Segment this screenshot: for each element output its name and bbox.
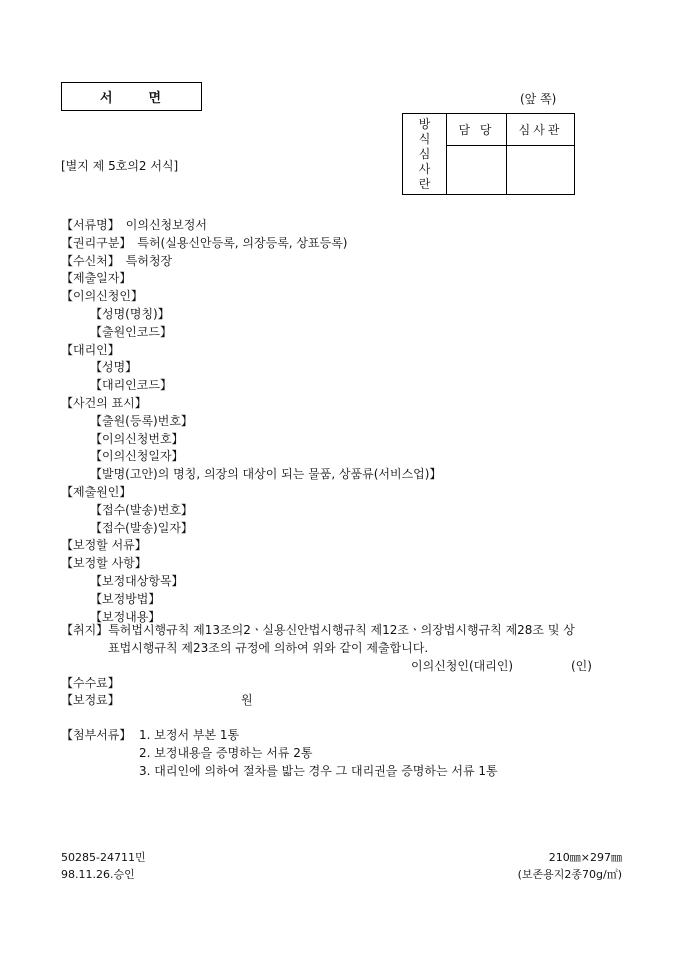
- attachment-item: 2. 보정내용을 증명하는 서류 2통: [139, 746, 313, 760]
- field-line: [90, 591, 160, 607]
- paper-size: 210㎜×297㎜: [548, 851, 622, 864]
- form-title-part2: 면: [148, 91, 164, 106]
- paper-type: (보존용지2종70g/㎡): [517, 868, 622, 881]
- purpose-text-1: 특허법시행규칙 제13조의2ㆍ실용신안법시행규칙 제12조ㆍ의장법시행규칙 제28조 및 상: [108, 623, 575, 637]
- review-box: [402, 113, 575, 195]
- field-label: 【출원(등록)번호】: [90, 414, 193, 428]
- field-line: [90, 448, 184, 464]
- review-col-charge: 담 당: [447, 114, 507, 146]
- attachment-item: 1. 보정서 부본 1통: [139, 728, 240, 742]
- field-line: [90, 502, 193, 518]
- field-label: 【사건의 표시】: [61, 396, 147, 410]
- review-char: 식: [418, 131, 431, 146]
- review-char: 방: [418, 116, 431, 131]
- field-line: [90, 573, 184, 589]
- field-label: 【제출원인】: [61, 485, 132, 499]
- field-line: [61, 235, 347, 251]
- field-label: 【출원인코드】: [90, 325, 172, 339]
- field-label: 【대리인】: [61, 343, 120, 357]
- review-vertical-label: [403, 114, 447, 194]
- field-label: 【접수(발송)일자】: [90, 521, 193, 535]
- currency-unit: 원: [241, 693, 253, 707]
- page-side-label: (앞 쪽): [520, 92, 557, 106]
- field-value: 특허청장: [125, 254, 173, 268]
- field-label: 【성명(명칭)】: [90, 307, 170, 321]
- field-line: [90, 324, 172, 340]
- review-char: 심: [418, 146, 431, 161]
- field-line: [61, 270, 131, 286]
- field-line: [90, 466, 441, 482]
- field-label: 【접수(발송)번호】: [90, 503, 193, 517]
- field-line: [61, 484, 131, 500]
- field-line: [90, 359, 137, 375]
- field-line: [61, 253, 172, 269]
- field-line: [61, 288, 143, 304]
- field-label: 【보정대상항목】: [90, 574, 184, 588]
- field-line: [61, 217, 207, 233]
- field-line: [61, 555, 147, 571]
- fee-label: 【수수료】: [61, 676, 120, 690]
- approval-date: 98.11.26.승인: [61, 868, 135, 881]
- review-char: 란: [418, 176, 431, 191]
- review-char: 사: [418, 161, 431, 176]
- field-label: 【이의신청번호】: [90, 432, 184, 446]
- field-label: 【보정할 서류】: [61, 538, 147, 552]
- field-label: 【이의신청일자】: [90, 449, 184, 463]
- field-label: 【보정할 사항】: [61, 556, 147, 570]
- field-label: 【권리구분】: [61, 236, 132, 250]
- purpose-text-2: 표법시행규칙 제23조의 규정에 의하여 위와 같이 제출합니다.: [108, 641, 429, 655]
- field-line: [61, 537, 147, 553]
- field-line: [61, 395, 147, 411]
- signer-label: 이의신청인(대리인): [411, 659, 514, 673]
- field-label: 【보정내용】: [90, 610, 161, 624]
- field-label: 【발명(고안)의 명칭, 의장의 대상이 되는 물품, 상품류(서비스업)】: [90, 467, 442, 481]
- field-label: 【서류명】: [61, 218, 120, 232]
- field-line: [90, 431, 184, 447]
- field-label: 【성명】: [90, 360, 138, 374]
- review-divider: [506, 146, 507, 194]
- purpose-label: 【취지】: [61, 623, 109, 637]
- attachments-label: 【첨부서류】: [61, 728, 132, 742]
- field-value: 이의신청보정서: [125, 218, 207, 232]
- field-line: [90, 413, 193, 429]
- field-label: 【이의신청인】: [61, 289, 143, 303]
- form-number: [별지 제 5호의2 서식]: [61, 159, 179, 173]
- field-label: 【대리인코드】: [90, 378, 172, 392]
- review-col-examiner: 심사관: [507, 114, 574, 146]
- form-code: 50285-24711민: [61, 851, 146, 864]
- attachment-item: 3. 대리인에 의하여 절차를 밟는 경우 그 대리권을 증명하는 서류 1통: [139, 764, 498, 778]
- form-title: [61, 82, 202, 111]
- field-line: [90, 306, 170, 322]
- seal-mark: (인): [571, 659, 592, 673]
- field-label: 【보정방법】: [90, 592, 161, 606]
- field-value: 특허(실용신안등록, 의장등록, 상표등록): [137, 236, 348, 250]
- field-label: 【수신처】: [61, 254, 120, 268]
- field-line: [90, 520, 193, 536]
- field-line: [61, 342, 120, 358]
- field-label: 【제출일자】: [61, 271, 132, 285]
- purpose-line1: [61, 622, 575, 638]
- field-line: [90, 377, 172, 393]
- form-title-part1: 서: [99, 91, 115, 106]
- correction-fee-label: 【보정료】: [61, 693, 120, 707]
